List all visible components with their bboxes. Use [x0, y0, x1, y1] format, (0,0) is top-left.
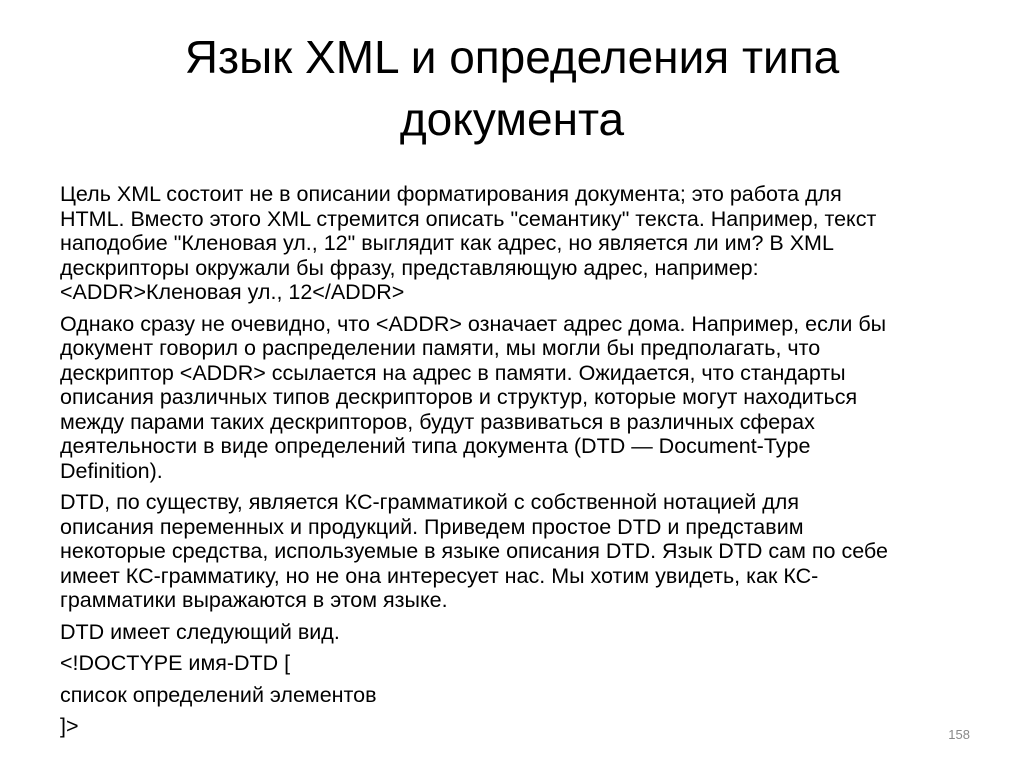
- text-line: дескриптор <ADDR> ссылается на адрес в памяти. Ожидается, что стандарты: [60, 360, 846, 385]
- text-line: список определений элементов: [60, 682, 377, 707]
- text-line: имеет КС-грамматику, но не она интересует нас. Мы хотим увидеть, как КС-: [60, 563, 819, 588]
- text-line: Цель XML состоит не в описании форматирования документа; это работа для: [60, 182, 842, 206]
- text-line: Однако сразу не очевидно, что <ADDR> означает адрес дома. Например, если бы: [60, 311, 887, 336]
- text-line: <!DOCTYPE имя-DTD [: [60, 651, 291, 675]
- paragraph-element-list: [60, 683, 980, 708]
- slide-title: [80, 26, 944, 150]
- text-line: DTD, по существу, является КС-грамматикой с собственной нотацией для: [60, 490, 799, 514]
- paragraph-dtd-grammar: [60, 490, 980, 613]
- paragraph-addr-meaning: [60, 312, 980, 484]
- text-line: дескрипторы окружали бы фразу, представляющую адрес, например:: [60, 255, 759, 280]
- text-line: описания переменных и продукций. Приведем простое DTD и представим: [60, 514, 804, 539]
- paragraph-dtd-form: [60, 620, 980, 645]
- slide-body: [60, 182, 980, 746]
- text-line: ]>: [60, 714, 79, 738]
- text-line: наподобие "Кленовая ул., 12" выглядит как адрес, но является ли им? В XML: [60, 231, 834, 255]
- paragraph-doctype-open: [60, 651, 980, 676]
- title-line: документа: [399, 93, 625, 145]
- text-line: <ADDR>Кленовая ул., 12</ADDR>: [60, 280, 405, 304]
- text-line: между парами таких дескрипторов, будут развиваться в различных сферах: [60, 409, 815, 434]
- title-line: Язык XML и определения типа: [184, 31, 840, 83]
- page-number: 158: [948, 727, 970, 742]
- text-line: описания различных типов дескрипторов и структур, которые могут находиться: [60, 385, 858, 409]
- text-line: HTML. Вместо этого XML стремится описать "семантику" текста. Например, текст: [60, 206, 877, 231]
- paragraph-doctype-close: [60, 714, 980, 739]
- text-line: деятельности в виде определений типа документа (DTD — Document-Type: [60, 434, 811, 458]
- text-line: DTD имеет следующий вид.: [60, 619, 340, 644]
- text-line: грамматики выражаются в этом языке.: [60, 588, 448, 612]
- text-line: Definition).: [60, 458, 163, 483]
- text-line: документ говорил о распределении памяти, мы могли бы предполагать, что: [60, 336, 821, 360]
- text-line: некоторые средства, используемые в языке описания DTD. Язык DTD сам по себе: [60, 539, 888, 563]
- paragraph-xml-purpose: [60, 182, 980, 305]
